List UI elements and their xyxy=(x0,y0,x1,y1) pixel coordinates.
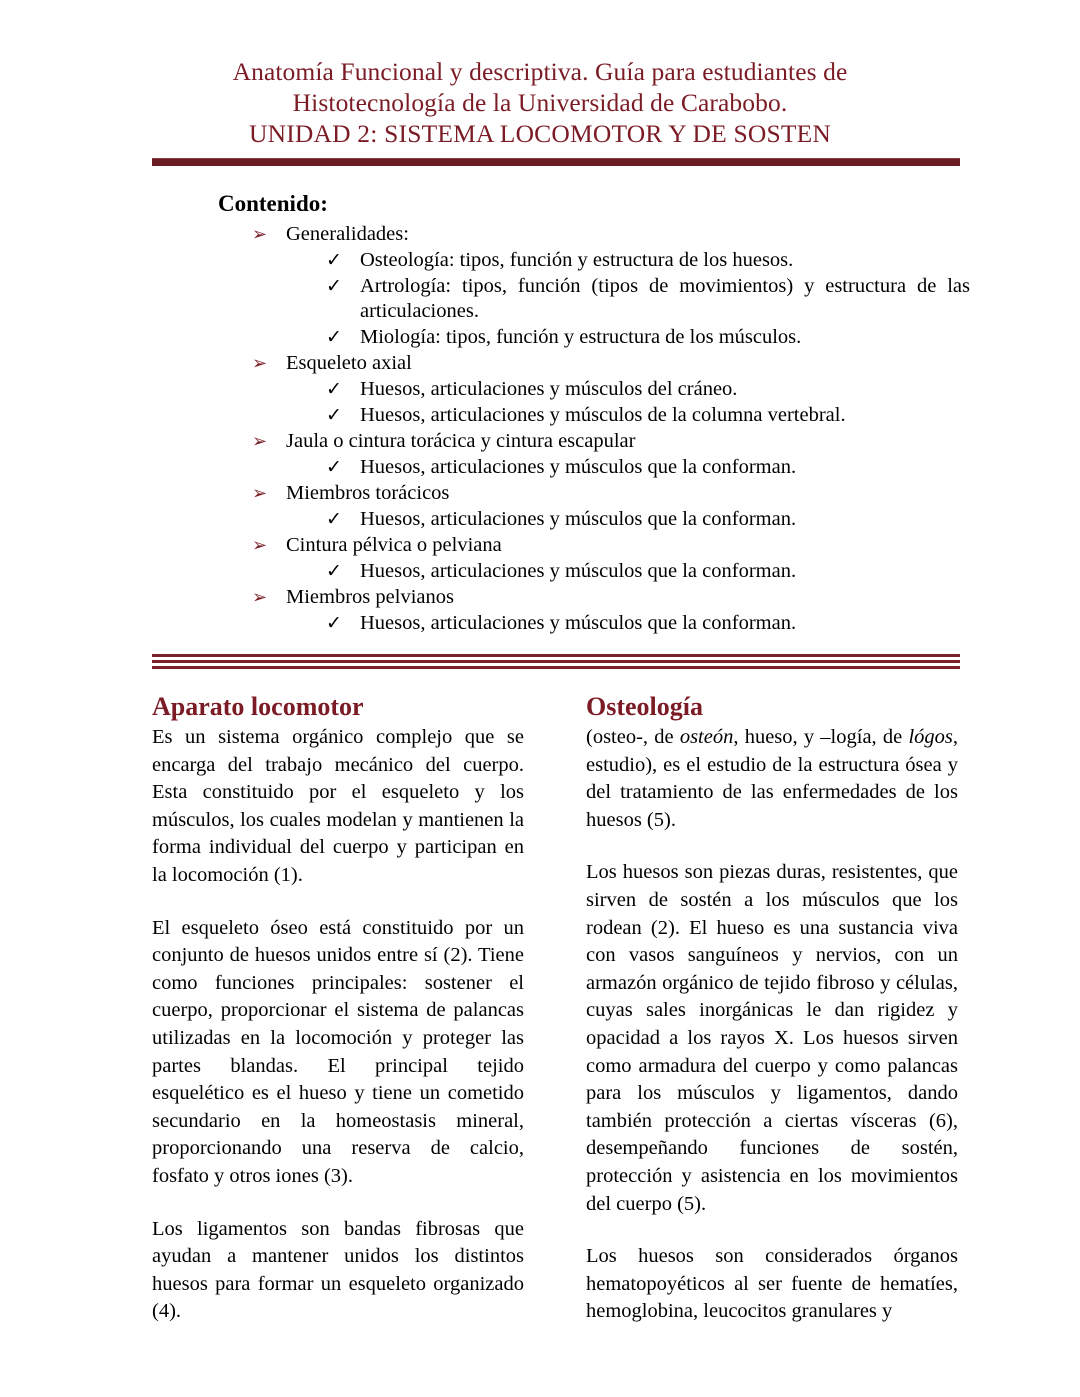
contents-item-label: Generalidades: xyxy=(286,223,409,245)
paragraph-etymology xyxy=(586,724,958,834)
contents-item-label: Miembros pelvianos xyxy=(286,586,454,608)
arrow-bullet-icon: ➢ xyxy=(252,224,268,244)
contents-item-miembros-pelvianos xyxy=(248,585,970,610)
contents-subitem xyxy=(322,611,970,636)
contents-item-miembros-toracicos xyxy=(248,481,970,506)
arrow-bullet-icon: ➢ xyxy=(252,353,268,373)
etymology-part-3: , estudio), es el estudio de la estructura ósea y del tratamiento de las enfermedades de los huesos (5). xyxy=(586,726,959,831)
contents-subitem-label: Miología: tipos, función y estructura de los músculos. xyxy=(360,326,802,348)
contents-subitem xyxy=(322,403,970,428)
contents-subitem xyxy=(322,325,970,350)
thick-rule xyxy=(152,158,960,166)
contents-item-jaula-toracica xyxy=(248,429,970,454)
contents-item-label: Esqueleto axial xyxy=(286,352,412,374)
contents-subitem xyxy=(322,559,970,584)
arrow-bullet-icon: ➢ xyxy=(252,431,268,451)
section-title-osteologia: Osteología xyxy=(586,692,703,721)
contents-subitem xyxy=(322,274,970,324)
body-columns xyxy=(0,691,1080,1326)
check-bullet-icon: ✓ xyxy=(326,457,342,478)
header-title-line-1: Anatomía Funcional y descriptiva. Guía para estudiantes de xyxy=(232,57,848,86)
arrow-bullet-icon: ➢ xyxy=(252,535,268,555)
contents-item-esqueleto-axial xyxy=(248,351,970,376)
contents-divider xyxy=(152,654,960,669)
contents-subitem-label: Huesos, articulaciones y músculos que la conforman. xyxy=(360,508,797,530)
paragraph: Los huesos son piezas duras, resistentes, que sirven de sostén a los músculos que los rodean (2). El hueso es una sustancia viva con vasos sanguíneos y nervios, con un armazón orgánico de tejido fibroso y células, cuyas sales inorgánicas le dan rigidez y opacidad a los rayos X. Los huesos sirven como armadura del cuerpo y como palancas para los músculos y ligamentos, dando también protección a ciertas vísceras (6), desempeñando funciones de sostén, protección y asistencia en los movimientos del cuerpo (5). xyxy=(586,861,958,1215)
contents-item-generalidades xyxy=(248,222,970,247)
check-bullet-icon: ✓ xyxy=(326,561,342,582)
rule-line-3 xyxy=(152,666,960,669)
paragraph: Los huesos son considerados órganos hematopoyéticos al ser fuente de hematíes, hemoglobina, leucocitos granulares y xyxy=(586,1245,958,1323)
contents-subitem-label: Huesos, articulaciones y músculos que la conforman. xyxy=(360,612,797,634)
contents-subitem-label: Artrología: tipos, función (tipos de movimientos) y estructura de las articulaciones. xyxy=(360,275,970,322)
check-bullet-icon: ✓ xyxy=(326,327,342,348)
triple-rule xyxy=(152,654,960,669)
paragraph: Es un sistema orgánico complejo que se encarga del trabajo mecánico del cuerpo. Esta constituido por el esqueleto y los músculos, los cuales modelan y mantienen la forma individual del cuerpo y participan en la locomoción (1). xyxy=(152,726,524,886)
contents-subitem xyxy=(322,377,970,402)
contents-item-cintura-pelvica xyxy=(248,533,970,558)
contents-subitem xyxy=(322,455,970,480)
arrow-bullet-icon: ➢ xyxy=(252,587,268,607)
arrow-bullet-icon: ➢ xyxy=(252,483,268,503)
contents-item-label: Miembros torácicos xyxy=(286,482,450,504)
contents-item-label: Cintura pélvica o pelviana xyxy=(286,534,502,556)
contents-subitem xyxy=(322,248,970,273)
header-unit-title: UNIDAD 2: SISTEMA LOCOMOTOR Y DE SOSTEN xyxy=(248,119,832,148)
section-title-aparato-locomotor: Aparato locomotor xyxy=(152,692,364,721)
check-bullet-icon: ✓ xyxy=(326,509,342,530)
header-divider xyxy=(152,158,960,166)
check-bullet-icon: ✓ xyxy=(326,276,342,297)
check-bullet-icon: ✓ xyxy=(326,379,342,400)
contents-section xyxy=(0,190,1080,636)
contents-subitem-label: Huesos, articulaciones y músculos de la columna vertebral. xyxy=(360,404,846,426)
contents-subitem-label: Huesos, articulaciones y músculos que la conforman. xyxy=(360,560,797,582)
check-bullet-icon: ✓ xyxy=(326,613,342,634)
contents-heading: Contenido: xyxy=(218,191,328,216)
check-bullet-icon: ✓ xyxy=(326,250,342,271)
contents-subitem-label: Osteología: tipos, función y estructura de los huesos. xyxy=(360,249,794,271)
etymology-part-1: (osteo-, de xyxy=(586,726,680,748)
contents-subitem-label: Huesos, articulaciones y músculos del cráneo. xyxy=(360,378,738,400)
contents-subitem xyxy=(322,507,970,532)
document-header xyxy=(0,0,1080,149)
left-column xyxy=(152,691,524,1326)
etymology-part-2: , hueso, y –logía, de xyxy=(733,726,909,748)
contents-item-label: Jaula o cintura torácica y cintura escapular xyxy=(286,430,636,452)
check-bullet-icon: ✓ xyxy=(326,405,342,426)
header-title-line-2: Histotecnología de la Universidad de Carabobo. xyxy=(292,88,788,117)
right-column xyxy=(586,691,958,1326)
etymology-italic-osteon: osteón xyxy=(679,726,734,748)
etymology-italic-logos: lógos xyxy=(908,726,953,748)
paragraph: El esqueleto óseo está constituido por un conjunto de huesos unidos entre sí (2). Tiene como funciones principales: sostener el cuerpo, proporcionar el sistema de palancas utilizadas en la locomoción y proteger las partes blandas. El principal tejido esquelético es el hueso y tiene un cometido secundario en la homeostasis mineral, proporcionando una reserva de calcio, fosfato y otros iones (3). xyxy=(152,916,524,1187)
paragraph: Los ligamentos son bandas fibrosas que ayudan a mantener unidos los distintos huesos para formar un esqueleto organizado (4). xyxy=(152,1217,524,1323)
contents-subitem-label: Huesos, articulaciones y músculos que la conforman. xyxy=(360,456,797,478)
